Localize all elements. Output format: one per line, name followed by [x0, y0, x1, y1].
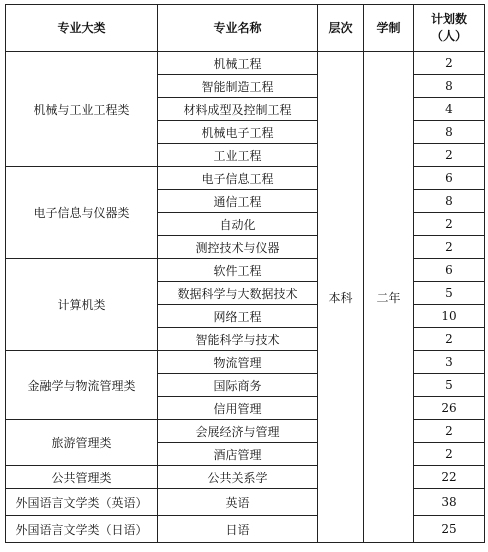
category-cell: 机械与工业工程类 [6, 52, 158, 167]
major-name-cell: 国际商务 [158, 374, 318, 397]
header-category: 专业大类 [6, 5, 158, 52]
major-name-cell: 工业工程 [158, 144, 318, 167]
table-body [6, 52, 485, 543]
major-name-cell: 机械电子工程 [158, 121, 318, 144]
category-cell: 旅游管理类 [6, 420, 158, 466]
table-row [6, 351, 485, 374]
table-row [6, 466, 485, 489]
plan-count-cell: 2 [414, 213, 485, 236]
major-name-cell: 数据科学与大数据技术 [158, 282, 318, 305]
major-name-cell: 自动化 [158, 213, 318, 236]
plan-count-cell: 26 [414, 397, 485, 420]
category-cell: 计算机类 [6, 259, 158, 351]
plan-count-cell: 4 [414, 98, 485, 121]
plan-count-cell: 6 [414, 167, 485, 190]
category-cell: 电子信息与仪器类 [6, 167, 158, 259]
major-name-cell: 会展经济与管理 [158, 420, 318, 443]
enrollment-plan-table [5, 4, 485, 543]
plan-count-cell: 2 [414, 443, 485, 466]
major-name-cell: 智能制造工程 [158, 75, 318, 98]
plan-count-cell: 2 [414, 420, 485, 443]
level-cell: 本科 [318, 52, 364, 543]
header-row [6, 5, 485, 52]
plan-count-cell: 10 [414, 305, 485, 328]
plan-count-cell: 3 [414, 351, 485, 374]
header-plan-count [414, 5, 485, 52]
major-name-cell: 测控技术与仪器 [158, 236, 318, 259]
major-name-cell: 电子信息工程 [158, 167, 318, 190]
table-row [6, 167, 485, 190]
table-row [6, 516, 485, 543]
plan-count-cell: 8 [414, 75, 485, 98]
plan-count-cell: 22 [414, 466, 485, 489]
plan-count-cell: 8 [414, 121, 485, 144]
category-cell: 金融学与物流管理类 [6, 351, 158, 420]
plan-count-cell: 38 [414, 489, 485, 516]
major-name-cell: 机械工程 [158, 52, 318, 75]
major-name-cell: 智能科学与技术 [158, 328, 318, 351]
plan-count-cell: 5 [414, 374, 485, 397]
major-name-cell: 材料成型及控制工程 [158, 98, 318, 121]
plan-count-cell: 5 [414, 282, 485, 305]
header-plan-count-line1: 计划数 [430, 12, 467, 26]
major-name-cell: 通信工程 [158, 190, 318, 213]
category-cell: 外国语言文学类（英语） [6, 489, 158, 516]
header-plan-count-line2: （人） [430, 29, 467, 43]
plan-count-cell: 2 [414, 144, 485, 167]
major-name-cell: 网络工程 [158, 305, 318, 328]
major-name-cell: 英语 [158, 489, 318, 516]
major-name-cell: 信用管理 [158, 397, 318, 420]
plan-count-cell: 25 [414, 516, 485, 543]
major-name-cell: 公共关系学 [158, 466, 318, 489]
duration-cell: 二年 [364, 52, 414, 543]
major-name-cell: 软件工程 [158, 259, 318, 282]
major-name-cell: 物流管理 [158, 351, 318, 374]
header-major: 专业名称 [158, 5, 318, 52]
plan-count-cell: 2 [414, 328, 485, 351]
plan-count-cell: 2 [414, 52, 485, 75]
major-name-cell: 酒店管理 [158, 443, 318, 466]
table-row [6, 489, 485, 516]
header-level: 层次 [318, 5, 364, 52]
table-row [6, 52, 485, 75]
category-cell: 外国语言文学类（日语） [6, 516, 158, 543]
table-row [6, 420, 485, 443]
plan-count-cell: 8 [414, 190, 485, 213]
table-row [6, 259, 485, 282]
major-name-cell: 日语 [158, 516, 318, 543]
header-duration: 学制 [364, 5, 414, 52]
plan-count-cell: 6 [414, 259, 485, 282]
plan-count-cell: 2 [414, 236, 485, 259]
category-cell: 公共管理类 [6, 466, 158, 489]
